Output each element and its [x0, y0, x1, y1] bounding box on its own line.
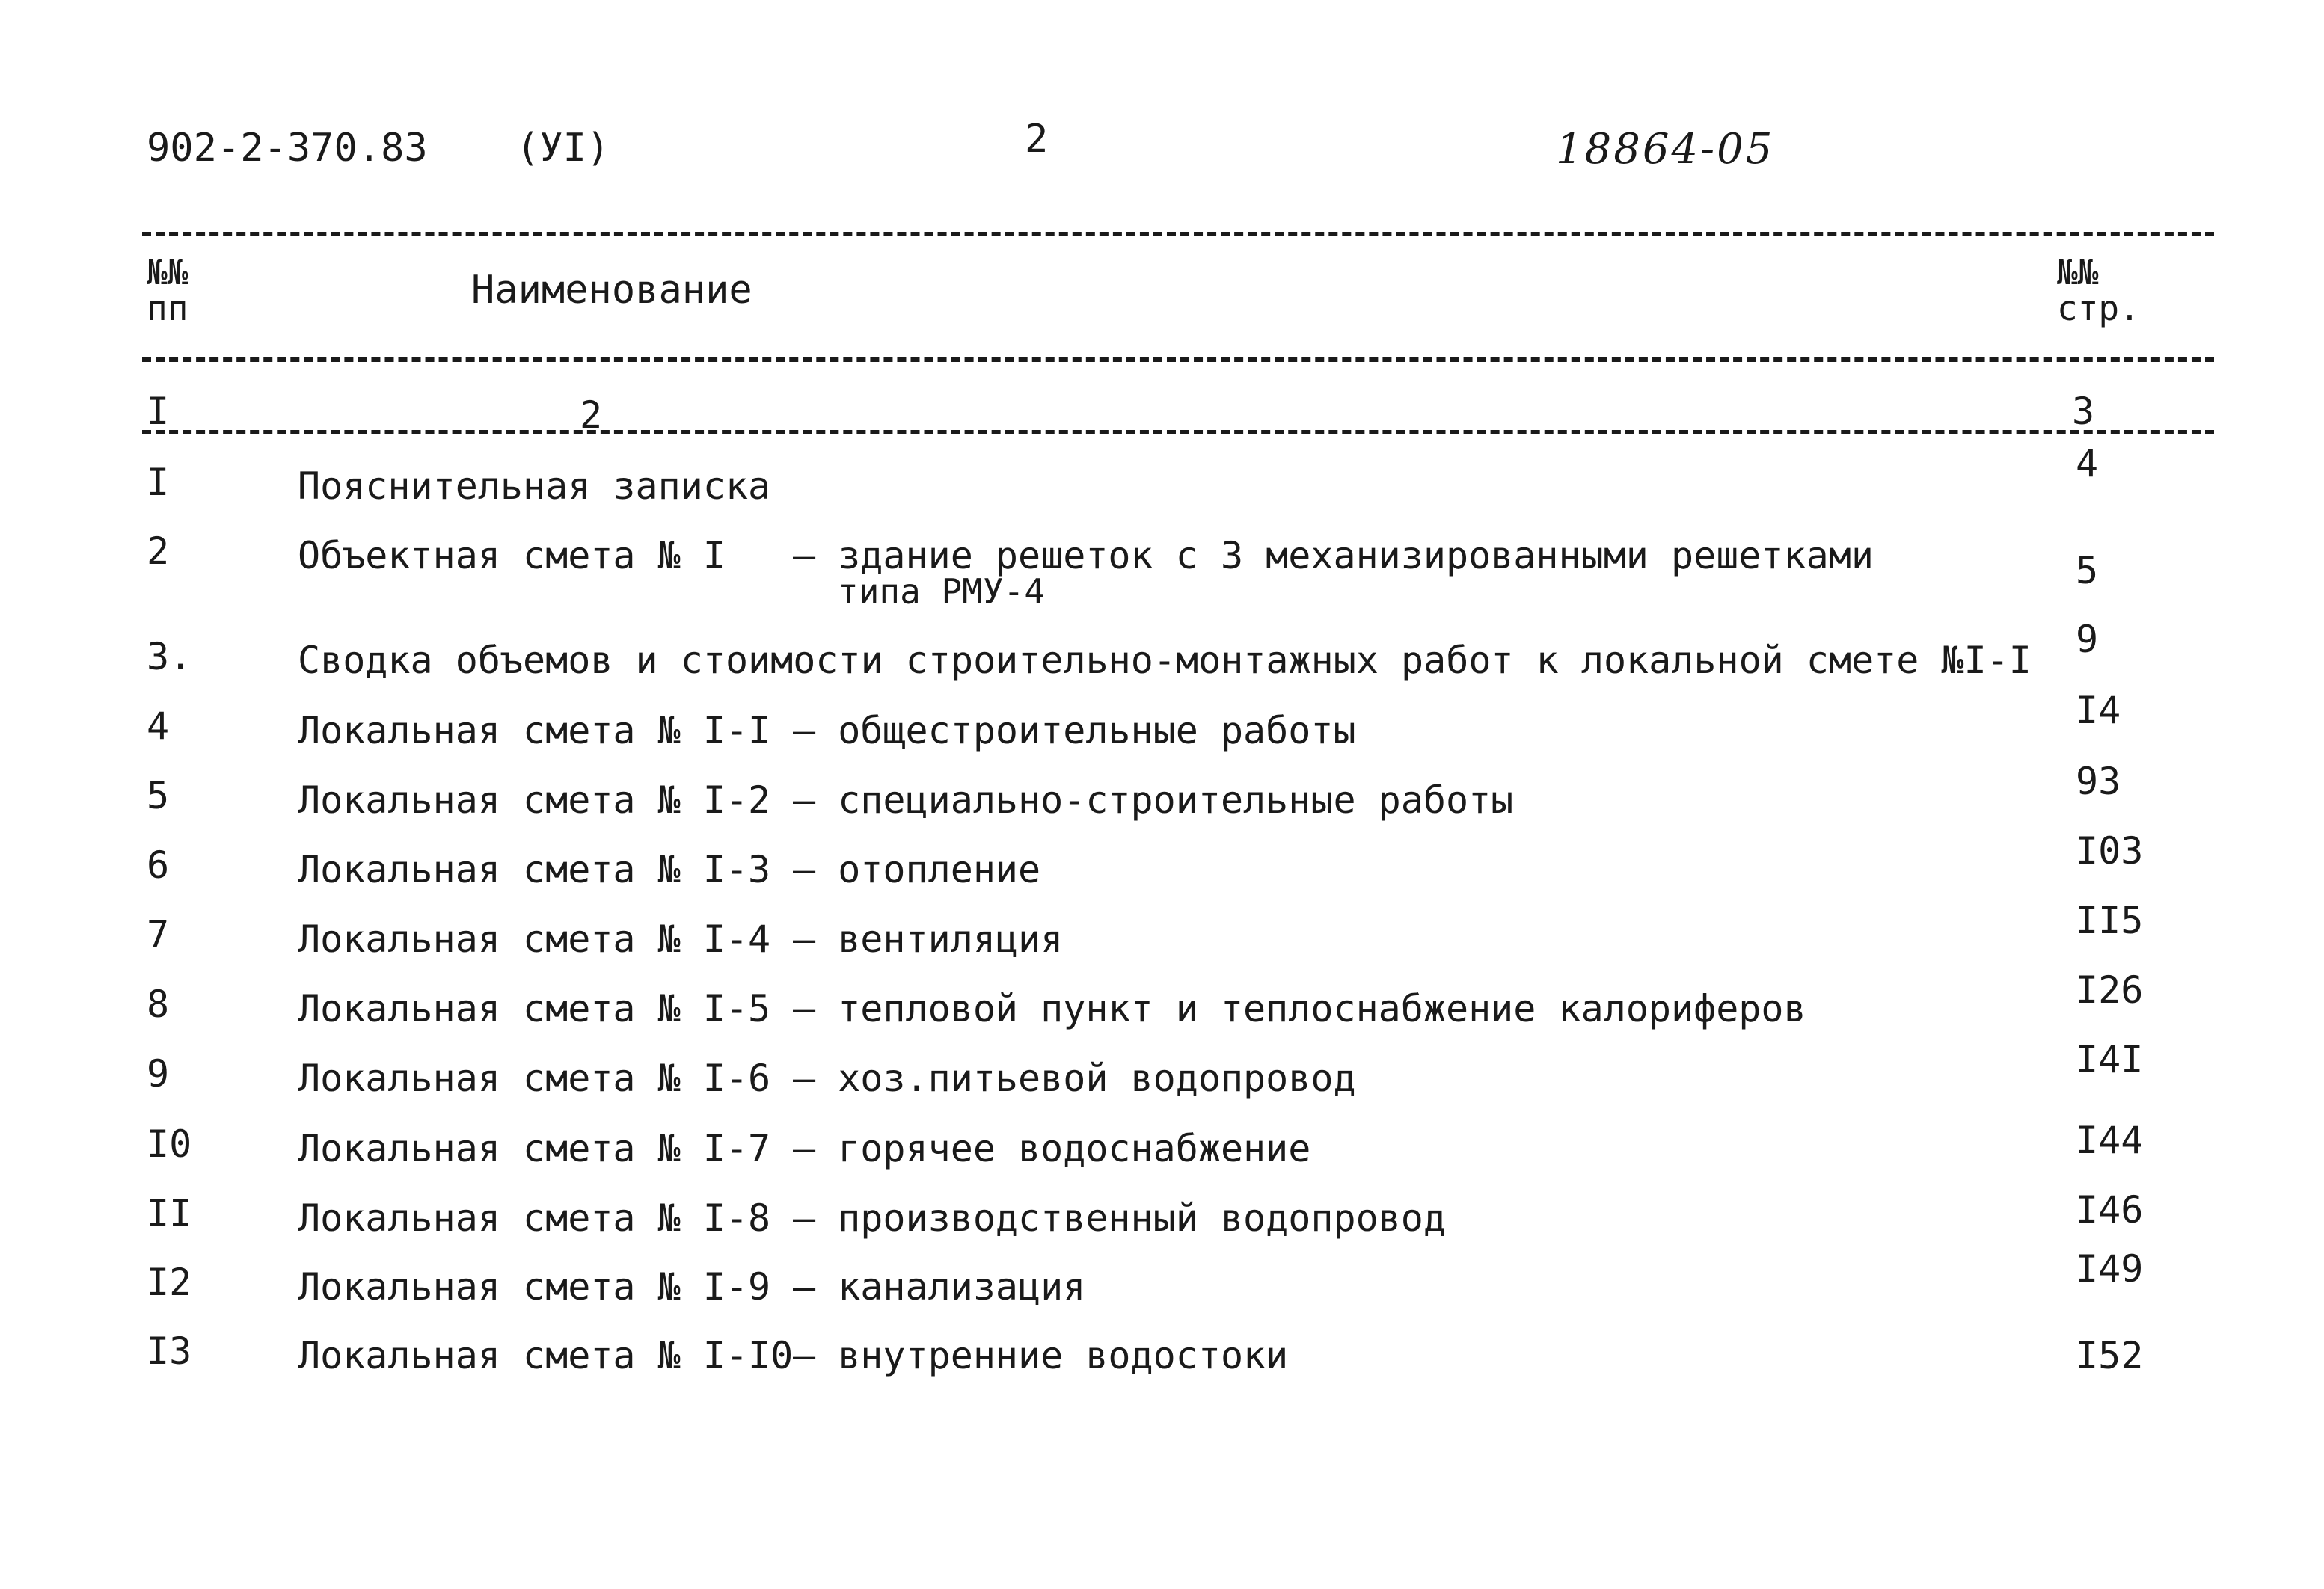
row-page: I4I	[2076, 1038, 2144, 1081]
row-description: – вентиляция	[793, 918, 1064, 961]
row-number: 6	[147, 843, 170, 887]
row-name: Локальная смета № I-I	[298, 709, 771, 752]
row-description: – горячее водоснабжение	[793, 1127, 1311, 1170]
row-description: – здание решеток с 3 механизированными решетками	[793, 534, 1874, 577]
index-divider-rule	[142, 430, 2214, 434]
row-number: I2	[147, 1261, 192, 1304]
column-index-1: I	[147, 390, 170, 433]
row-description: – хоз.питьевой водопровод	[793, 1057, 1356, 1100]
row-name: Локальная смета № I-4	[298, 918, 771, 961]
row-page: 9	[2076, 618, 2099, 661]
row-number: 5	[147, 774, 170, 817]
column-page-header: №№ стр.	[2057, 252, 2140, 329]
row-name: Локальная смета № I-2	[298, 778, 771, 822]
document-code: 902-2-370.83	[147, 126, 428, 170]
page-number: 2	[1025, 117, 1049, 162]
row-name: Локальная смета № I-6	[298, 1057, 771, 1100]
row-description: – общестроительные работы	[793, 709, 1356, 752]
column-index-3: 3	[2072, 390, 2095, 433]
row-name: Локальная смета № I-9	[298, 1265, 771, 1309]
row-name: Локальная смета № I-5	[298, 987, 771, 1030]
volume-label: (УI)	[516, 126, 610, 170]
row-page: I44	[2076, 1119, 2144, 1162]
row-number: 3.	[147, 635, 192, 678]
row-number: II	[147, 1192, 192, 1235]
row-page: II5	[2076, 899, 2144, 942]
row-name: Сводка объемов и стоимости строительно-монтажных работ к локальной смете №I-I	[298, 639, 2032, 682]
row-description: – тепловой пункт и теплоснабжение калориферов	[793, 987, 1806, 1030]
column-index-2: 2	[580, 393, 603, 437]
row-page: I26	[2076, 968, 2144, 1012]
header-divider-rule	[142, 357, 2214, 362]
row-description: – отопление	[793, 848, 1041, 891]
row-description: – канализация	[793, 1265, 1086, 1309]
row-description: – специально-строительные работы	[793, 778, 1514, 822]
row-description: – производственный водопровод	[793, 1196, 1446, 1240]
row-name: Локальная смета № I-7	[298, 1127, 771, 1170]
row-page: 5	[2076, 549, 2099, 592]
row-page: 93	[2076, 760, 2121, 803]
row-description-continuation: типа РМУ-4	[838, 571, 1045, 612]
row-page: I03	[2076, 829, 2144, 873]
row-name: Объектная смета № I	[298, 534, 726, 577]
column-number-header: №№ пп	[147, 252, 188, 329]
column-name-header: Наименование	[471, 268, 752, 313]
row-page: I46	[2076, 1188, 2144, 1232]
row-name: Локальная смета № I-I0	[298, 1334, 794, 1377]
row-number: I3	[147, 1330, 192, 1373]
row-number: 2	[147, 529, 170, 573]
row-page: I49	[2076, 1247, 2144, 1291]
handwritten-number: 18864-05	[1556, 125, 1775, 173]
row-page: I52	[2076, 1334, 2144, 1377]
row-description: – внутренние водостоки	[793, 1334, 1289, 1377]
table-top-rule	[142, 232, 2214, 236]
row-page: 4	[2076, 442, 2099, 485]
row-number: I	[147, 461, 170, 504]
row-number: 9	[147, 1052, 170, 1095]
row-number: 4	[147, 704, 170, 748]
row-page: I4	[2076, 689, 2121, 732]
row-name: Локальная смета № I-3	[298, 848, 771, 891]
row-number: 7	[147, 913, 170, 956]
row-name: Локальная смета № I-8	[298, 1196, 771, 1240]
row-number: I0	[147, 1122, 192, 1166]
row-name: Пояснительная записка	[298, 464, 771, 508]
row-number: 8	[147, 983, 170, 1026]
